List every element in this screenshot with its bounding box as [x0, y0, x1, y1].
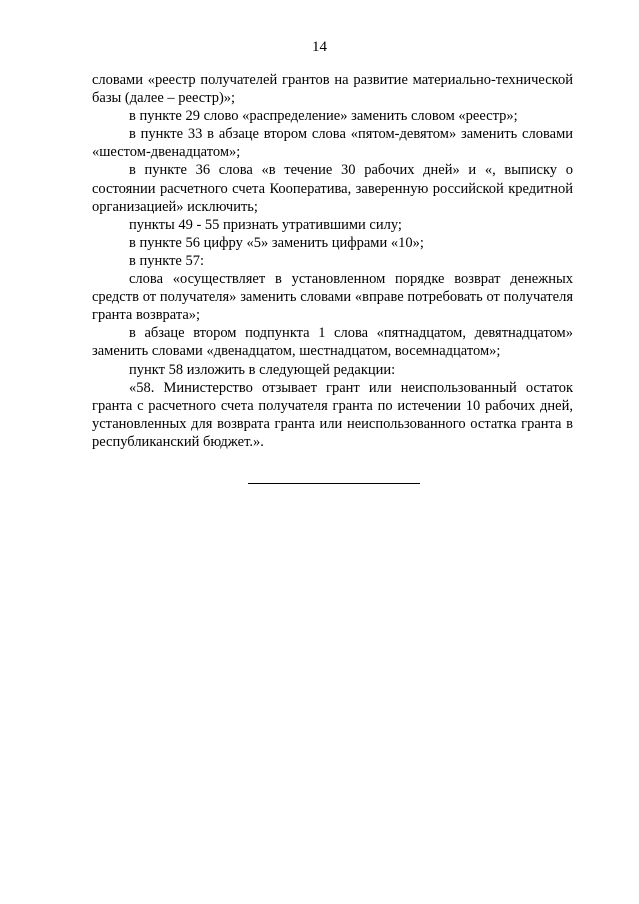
paragraph-item-57-subitem-1: в абзаце втором подпункта 1 слова «пятнадцатом, девятнадцатом» заменить словами «двенадцатом, шестнадцатом, восемнадцатом»; — [92, 325, 573, 360]
paragraph-item-57: в пункте 57: — [129, 252, 205, 269]
document-body — [92, 71, 573, 451]
paragraph-item-33: в пункте 33 в абзаце втором слова «пятом-девятом» заменить словами «шестом-двенадцатом»; — [92, 126, 573, 161]
end-of-document-rule — [248, 483, 420, 484]
paragraph-item-57-words: слова «осуществляет в установленном порядке возврат денежных средств от получателя» заменить словами «вправе потребовать от получателя гранта возврата»; — [92, 271, 573, 324]
paragraph-item-58-new-text: «58. Министерство отзывает грант или неиспользованный остаток гранта с расчетного счета получателя гранта по истечении 10 рабочих дней, установленных для возврата гранта или неиспользованного остатка гранта в республиканский бюджет.». — [92, 379, 573, 450]
paragraph-item-29: в пункте 29 слово «распределение» заменить словом «реестр»; — [129, 108, 518, 125]
paragraph-items-49-55: пункты 49 - 55 признать утратившими силу; — [129, 216, 402, 233]
paragraph-item-56: в пункте 56 цифру «5» заменить цифрами «10»; — [129, 234, 424, 251]
paragraph-item-58: пункт 58 изложить в следующей редакции: — [129, 361, 396, 378]
page-number: 14 — [312, 39, 327, 55]
paragraph-continuation: словами «реестр получателей грантов на развитие материально-технической базы (далее – реестр)»; — [92, 72, 573, 107]
paragraph-item-36: в пункте 36 слова «в течение 30 рабочих дней» и «, выписку о состоянии расчетного счета Кооператива, заверенную российской кредитной организацией» исключить; — [92, 162, 573, 215]
